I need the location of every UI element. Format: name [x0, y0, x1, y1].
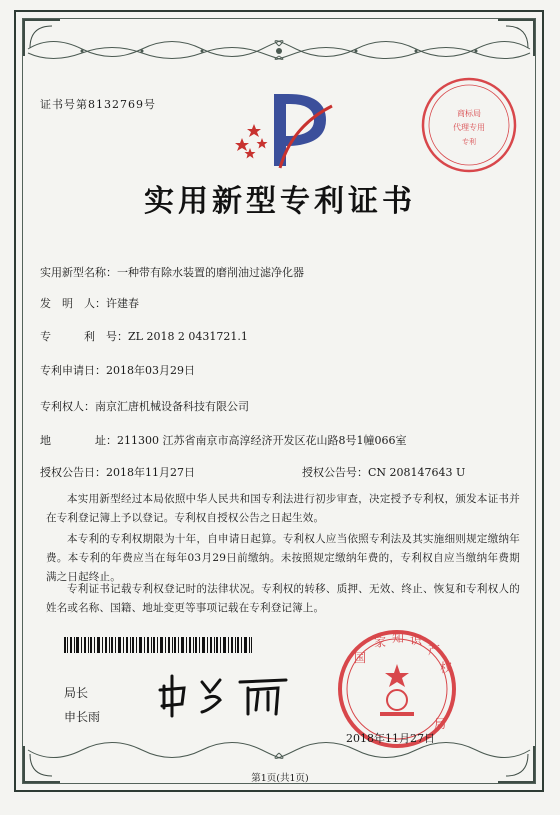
field-value: 2018年03月29日 [106, 364, 195, 377]
svg-text:产: 产 [428, 643, 441, 657]
field-label: 发 明 人： [40, 297, 106, 310]
field-value: CN 208147643 U [368, 466, 466, 479]
cnipa-logo [228, 86, 338, 172]
bottom-ornament [22, 735, 536, 765]
field-label: 专利申请日： [40, 364, 106, 377]
field-value: 2018年11月27日 [106, 466, 195, 479]
legal-paragraph: 本实用新型经过本局依照中华人民共和国专利法进行初步审查，决定授予专利权，颁发本证书并在专利登记簿上予以登记。专利权自授权公告之日起生效。 [46, 493, 520, 524]
svg-text:专利: 专利 [462, 138, 476, 146]
certificate-number: 证书号第8132769号 [40, 98, 156, 111]
top-ornament [22, 34, 536, 64]
field-patentee [40, 398, 249, 414]
field-value: 211300 江苏省南京市高淳经济开发区花山路8号1幢066室 [117, 434, 407, 447]
barcode [64, 637, 252, 653]
svg-text:代理专用: 代理专用 [453, 123, 485, 132]
legal-paragraph: 本专利的专利权期限为十年，自申请日起算。专利权人应当依照专利法及其实施细则规定缴纳年费。本专利的年费应当在每年03月29日前缴纳。未按照规定缴纳年费的，专利权自应当缴纳年费期满之日起终止。 [46, 533, 520, 583]
field-label: 地 址： [40, 434, 117, 447]
issue-date: 2018年11月27日 [346, 732, 435, 745]
svg-text:家: 家 [374, 635, 387, 649]
page-number: 第1页(共1页) [251, 773, 309, 784]
certificate-title: 实用新型专利证书 [144, 184, 416, 219]
field-label: 授权公告日： [40, 466, 106, 479]
field-value: ZL 2018 2 0431721.1 [128, 330, 248, 343]
field-label: 专 利 号： [40, 330, 128, 343]
field-value: 许建春 [106, 297, 139, 310]
corner-ornament [496, 18, 536, 58]
legal-paragraph: 专利证书记载专利权登记时的法律状况。专利权的转移、质押、无效、终止、恢复和专利权人的姓名或名称、国籍、地址变更等事项记载在专利登记簿上。 [46, 583, 520, 614]
field-label: 实用新型名称： [40, 266, 117, 279]
field-inventor [40, 295, 139, 311]
field-filing-date [40, 362, 195, 378]
svg-text:局: 局 [434, 717, 447, 731]
corner-ornament [22, 18, 62, 58]
svg-text:权: 权 [440, 661, 453, 675]
field-announcement-number [302, 464, 465, 480]
field-announcement-date [40, 464, 195, 480]
agency-seal [420, 76, 518, 174]
field-label: 专利权人： [40, 400, 95, 413]
field-value: 一种带有除水装置的磨削油过滤净化器 [117, 266, 304, 279]
field-utility-model-name [40, 264, 304, 280]
svg-text:识: 识 [410, 633, 423, 647]
svg-text:知: 知 [392, 631, 405, 645]
field-label: 授权公告号： [302, 466, 368, 479]
svg-text:商标局: 商标局 [457, 109, 481, 118]
svg-text:国: 国 [354, 651, 367, 665]
field-patent-number [40, 328, 248, 344]
director-name: 申长雨 [64, 710, 101, 724]
director-title: 局长 [64, 686, 89, 700]
field-address [40, 432, 406, 448]
field-value: 南京汇唐机械设备科技有限公司 [95, 400, 249, 413]
director-signature [150, 670, 300, 720]
